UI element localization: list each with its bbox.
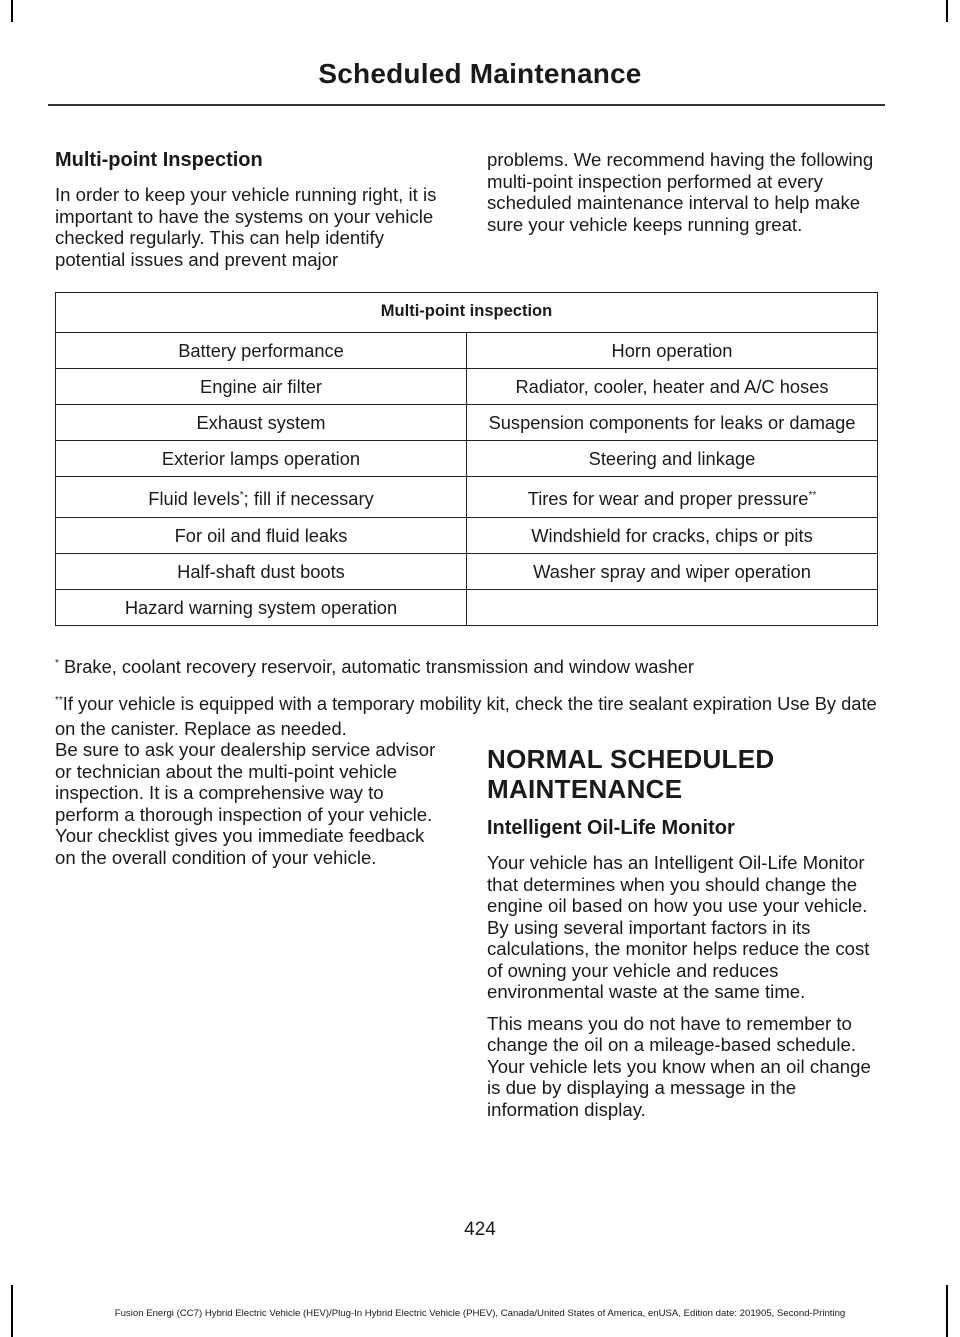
table-cell-right: Windshield for cracks, chips or pits (467, 518, 878, 554)
table-row (56, 441, 878, 477)
cell-text: Fluid levels (148, 488, 240, 509)
oil-life-paragraph-1: Your vehicle has an Intelligent Oil-Life Monitor that determines when you should change the engine oil based on how you use your vehicle. By using several important factors in its calculations, the monitor helps reduce the cost of owning your vehicle and reduces environmental waste at the same time. (487, 852, 870, 1002)
footnote-single (55, 656, 885, 677)
table-header-row (56, 293, 878, 333)
table-row (56, 405, 878, 441)
intro-left-column (55, 148, 450, 280)
bottom-right-column (487, 744, 882, 1130)
intro-paragraph-right: problems. We recommend having the following multi-point inspection performed at every scheduled maintenance interval to help make sure your vehicle keeps running great. (487, 149, 874, 235)
table-cell-right: Horn operation (467, 333, 878, 369)
footnote-mark-single: * (55, 658, 59, 669)
table-cell-right: Steering and linkage (467, 441, 878, 477)
multipoint-inspection-table (55, 292, 878, 626)
footnote-double (55, 691, 885, 741)
cell-text: ; fill if necessary (243, 488, 374, 509)
table-cell-left: Battery performance (56, 333, 467, 369)
page-number: 424 (464, 1219, 496, 1240)
table-row (56, 369, 878, 405)
section-heading-multipoint: Multi-point Inspection (55, 149, 263, 171)
footnote-ref-single: * (239, 490, 244, 501)
table-cell-left: Hazard warning system operation (56, 590, 467, 626)
table-title: Multi-point inspection (56, 293, 878, 333)
table-cell-left (56, 477, 467, 518)
subheading-oil-life-monitor: Intelligent Oil-Life Monitor (487, 817, 735, 839)
header-rule (48, 104, 885, 106)
oil-life-paragraph-2: This means you do not have to remember to change the oil on a mileage-based schedule. Your vehicle lets you know when an oil change is due by displaying a message in the information display. (487, 1012, 871, 1120)
bottom-left-column (55, 739, 450, 878)
intro-right-column (487, 149, 882, 245)
table-row (56, 554, 878, 590)
crop-mark-top-right (946, 0, 948, 22)
footnote-text-single: Brake, coolant recovery reservoir, automatic transmission and window washer (58, 656, 694, 677)
section-heading-normal-maintenance: NORMAL SCHEDULED MAINTENANCE (487, 744, 775, 804)
table-cell-left: For oil and fluid leaks (56, 518, 467, 554)
table-row (56, 333, 878, 369)
footnote-mark-double: ** (55, 695, 63, 706)
table-cell-left: Exterior lamps operation (56, 441, 467, 477)
cell-text: Tires for wear and proper pressure (527, 488, 809, 509)
table-cell-left: Half-shaft dust boots (56, 554, 467, 590)
table-row (56, 477, 878, 518)
table-cell-right (467, 477, 878, 518)
table-cell-right (467, 590, 878, 626)
page-header-title: Scheduled Maintenance (318, 58, 642, 89)
table-cell-right: Radiator, cooler, heater and A/C hoses (467, 369, 878, 405)
table-cell-right: Washer spray and wiper operation (467, 554, 878, 590)
checklist-paragraph: Be sure to ask your dealership service advisor or technician about the multi-point vehicle inspection. It is a comprehensive way to perform a thorough inspection of your vehicle. Your checklist gives you immediate feedback on the overall condition of your vehicle. (55, 739, 436, 868)
table-cell-left: Engine air filter (56, 369, 467, 405)
crop-mark-top-left (11, 0, 13, 22)
table-row (56, 590, 878, 626)
table-cell-right: Suspension components for leaks or damage (467, 405, 878, 441)
footnote-ref-double: ** (808, 490, 817, 501)
intro-paragraph-left: In order to keep your vehicle running right, it is important to have the systems on your vehicle checked regularly. This can help identify potential issues and prevent major (55, 184, 437, 270)
edition-footer: Fusion Energi (CC7) Hybrid Electric Vehicle (HEV)/Plug-In Hybrid Electric Vehicle (PHEV), Canada/United States of America, enUSA, Edition date: 201905, Second-Printing (114, 1308, 846, 1319)
table-row (56, 518, 878, 554)
footnote-text-double: If your vehicle is equipped with a temporary mobility kit, check the tire sealant expiration Use By date on the canister. Replace as needed. (55, 693, 877, 739)
table-cell-left: Exhaust system (56, 405, 467, 441)
